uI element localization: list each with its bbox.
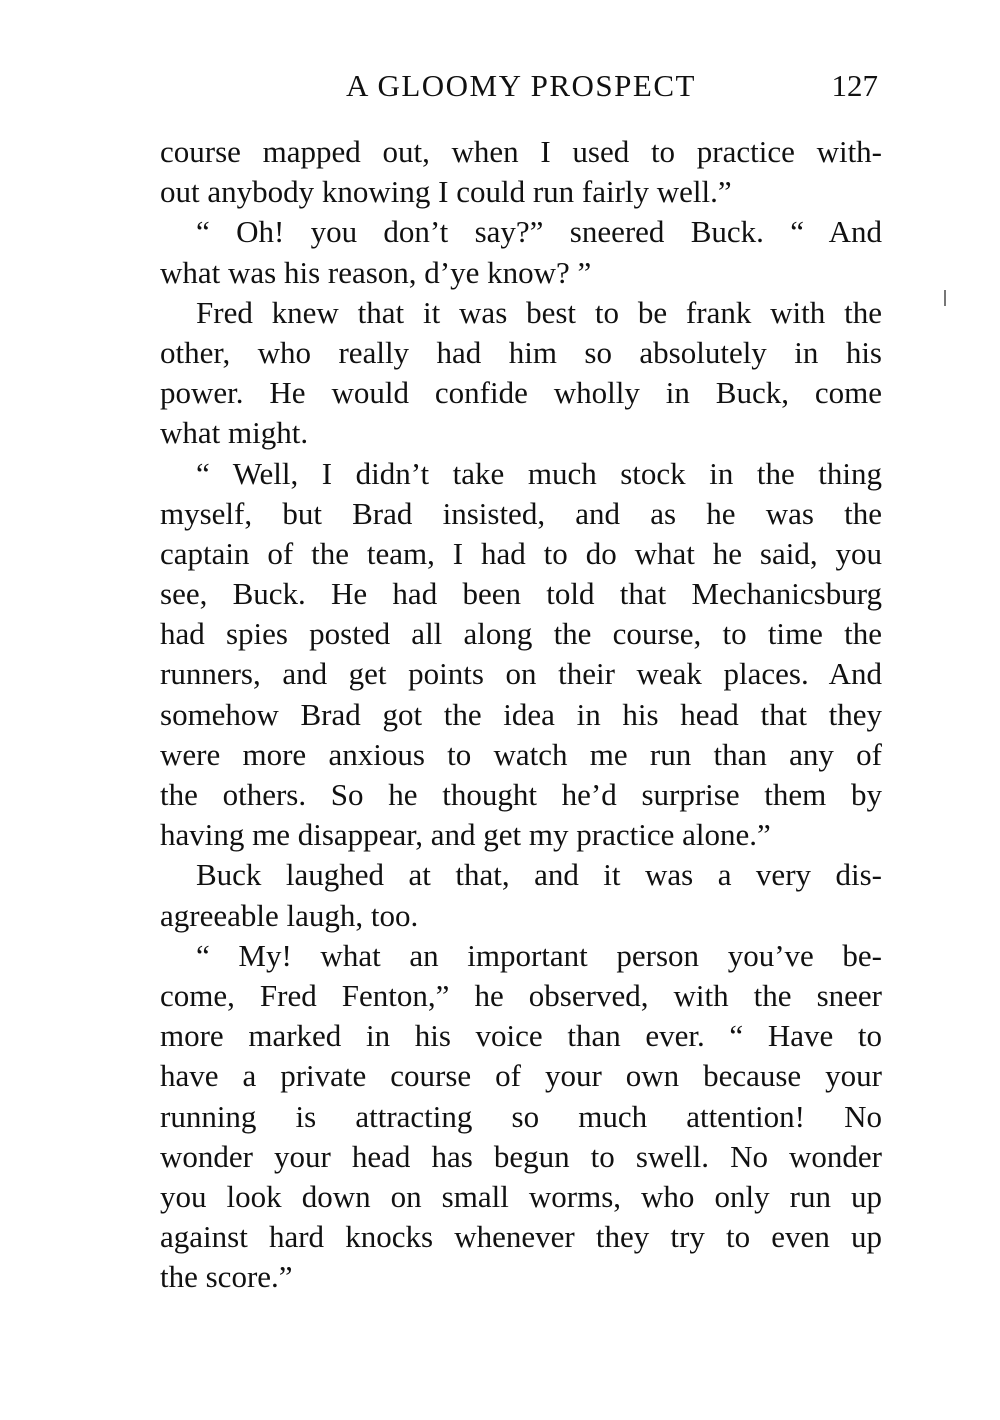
text-line: see, Buck. He had been told that Mechanicsburg <box>160 576 882 612</box>
text-line: somehow Brad got the idea in his head that they <box>160 696 882 732</box>
text-line: were more anxious to watch me run than any of <box>160 736 882 772</box>
page-number: 127 <box>831 68 878 103</box>
text-line: had spies posted all along the course, to time the <box>160 616 882 652</box>
text-line: the others. So he thought he’d surprise them by <box>160 777 882 812</box>
body-text <box>160 132 882 1297</box>
text-line: power. He would confide wholly in Buck, come <box>160 375 882 411</box>
text-line: other, who really had him so absolutely in his <box>160 334 882 370</box>
text-line: “ Well, I didn’t take much stock in the thing <box>196 455 882 491</box>
text-line: captain of the team, I had to do what he said, you <box>160 535 882 571</box>
running-head <box>160 64 882 108</box>
text-line: “ My! what an important person you’ve be- <box>196 937 882 973</box>
text-line: myself, but Brad insisted, and as he was the <box>160 495 882 531</box>
text-line: the score.” <box>160 1259 293 1295</box>
text-line: have a private course of your own because your <box>160 1058 882 1094</box>
chapter-running-title: A GLOOMY PROSPECT <box>346 68 696 103</box>
text-line: having me disappear, and get my practice alone.” <box>160 817 771 853</box>
text-line: wonder your head has begun to swell. No wonder <box>160 1138 882 1174</box>
text-line: more marked in his voice than ever. “ Have to <box>160 1018 882 1054</box>
text-line: out anybody knowing I could run fairly well.” <box>160 174 732 210</box>
text-line: against hard knocks whenever they try to even up <box>160 1219 882 1255</box>
text-line: come, Fred Fenton,” he observed, with the sneer <box>160 977 882 1013</box>
text-line: Buck laughed at that, and it was a very dis- <box>196 857 882 893</box>
text-line: what was his reason, d’ye know? ” <box>160 254 592 290</box>
text-line: agreeable laugh, too. <box>160 897 419 933</box>
text-line: what might. <box>160 415 309 451</box>
text-line: runners, and get points on their weak places. And <box>160 656 882 692</box>
scan-artifact-mark <box>944 290 946 306</box>
text-line: course mapped out, when I used to practice with- <box>160 134 882 169</box>
text-line: running is attracting so much attention! No <box>160 1098 882 1134</box>
text-line: Fred knew that it was best to be frank with the <box>196 294 882 330</box>
text-line: “ Oh! you don’t say?” sneered Buck. “ And <box>196 214 882 250</box>
text-line: you look down on small worms, who only run up <box>160 1178 882 1214</box>
